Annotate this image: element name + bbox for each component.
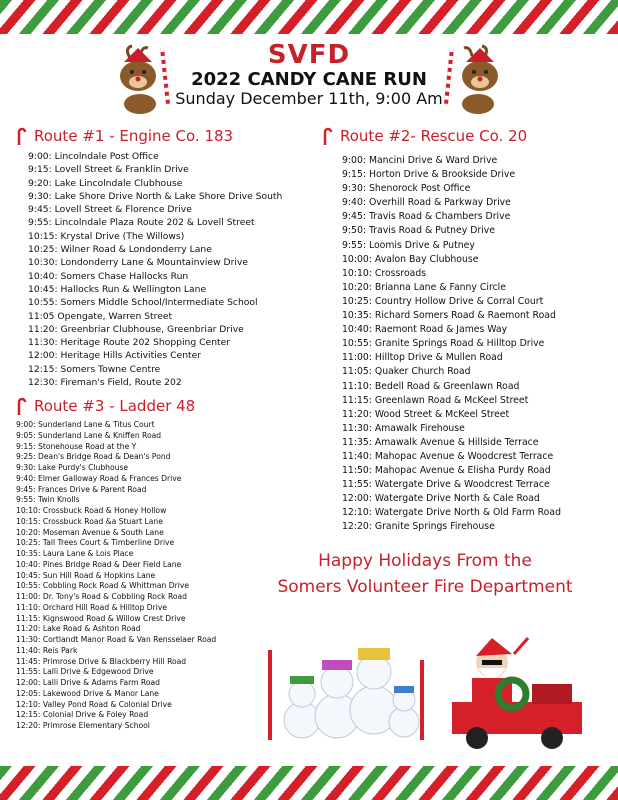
route-1-stop: 11:20: Greenbriar Clubhouse, Greenbriar Drive: [28, 323, 244, 335]
route-3-stop: 9:45: Frances Drive & Parent Road: [16, 484, 147, 494]
candy-cane-icon: [16, 396, 28, 416]
route-2-stop: 9:50: Travis Road & Putney Drive: [342, 225, 496, 237]
route-2-stop: 12:00: Watergate Drive North & Cale Road: [342, 493, 540, 505]
route-2-stop: 9:15: Horton Drive & Brookside Drive: [342, 169, 516, 181]
route-2-stop: 10:40: Raemont Road & James Way: [342, 324, 508, 336]
route-2-stop: 9:55: Loomis Drive & Putney: [342, 239, 475, 251]
route-1: [16, 126, 316, 389]
route-1-stop: 9:45: Lovell Street & Florence Drive: [28, 204, 192, 216]
route-2-stop: 11:05: Quaker Church Road: [342, 366, 471, 378]
route-3-stop: 11:30: Cortlandt Manor Road & Van Rensselaer Road: [16, 635, 217, 644]
candy-cane-icon: [16, 126, 28, 146]
route-3-stop: 9:00: Sunderland Lane & Titus Court: [16, 420, 155, 429]
route-3-stop: 9:25: Dean's Bridge Road & Dean's Pond: [16, 452, 171, 462]
route-1-stop: 10:25: Wilner Road & Londonderry Lane: [28, 244, 212, 256]
route-3-stop: 11:55: Lalli Drive & Edgewood Drive: [16, 667, 154, 677]
route-1-stop: 10:55: Somers Middle School/Intermediate School: [28, 297, 258, 309]
route-2-stop: 9:30: Shenorock Post Office: [342, 183, 471, 195]
route-2-stop: 11:30: Amawalk Firehouse: [342, 422, 465, 434]
route-2-stop: 10:00: Avalon Bay Clubhouse: [342, 253, 479, 265]
route-2-stop: 11:35: Amawalk Avenue & Hillside Terrace: [342, 436, 539, 448]
santa-firetruck-illustration: [432, 634, 592, 754]
route-2-stop: 10:25: Country Hollow Drive & Corral Court: [342, 295, 544, 307]
route-1-stop: 10:15: Krystal Drive (The Willows): [28, 230, 185, 242]
route-3-stop: 11:00: Dr. Tony's Road & Cobbling Rock Road: [16, 592, 187, 601]
snowmen-illustration: [262, 630, 432, 745]
route-2-heading: Route #2- Rescue Co. 20: [322, 126, 612, 146]
route-2-stop: 10:35: Richard Somers Road & Raemont Road: [342, 310, 556, 322]
route-3-stop: 12:20: Primrose Elementary School: [16, 721, 150, 730]
route-3-stop: 9:40: Elmer Galloway Road & Frances Drive: [16, 473, 182, 483]
event-title: 2022 CANDY CANE RUN: [191, 69, 427, 90]
bottom-stripe-border: [0, 766, 618, 800]
route-3-stop: 10:40: Pines Bridge Road & Deer Field Lane: [16, 559, 182, 569]
route-1-stop: 9:30: Lake Shore Drive North & Lake Shore Drive South: [28, 190, 283, 202]
route-3-stop: 9:05: Sunderland Lane & Kniffen Road: [16, 430, 162, 440]
header: [0, 40, 618, 108]
route-1-stop: 9:20: Lake Lincolndale Clubhouse: [28, 177, 183, 189]
route-2-stop: 11:55: Watergate Drive & Woodcrest Terrace: [342, 479, 550, 491]
route-3-stop: 10:55: Cobbling Rock Road & Whittman Drive: [16, 581, 189, 591]
route-2-stop: 10:20: Brianna Lane & Fanny Circle: [342, 281, 506, 293]
route-1-stop: 10:30: Londonderry Lane & Mountainview Drive: [28, 257, 249, 269]
route-3-stop: 10:35: Laura Lane & Lois Place: [16, 549, 134, 558]
route-3-heading: Route #3 - Ladder 48: [16, 396, 316, 416]
route-3-stop: 9:15: Stonehouse Road at the Y: [16, 441, 137, 451]
route-3-stop: 12:10: Valley Pond Road & Colonial Drive: [16, 699, 172, 709]
route-2-stop: 12:20: Granite Springs Firehouse: [342, 521, 495, 533]
route-2-stop: 12:10: Watergate Drive North & Old Farm Road: [342, 507, 561, 519]
route-3-stop: 9:30: Lake Purdy's Clubhouse: [16, 463, 129, 472]
greeting-line-2: Somers Volunteer Fire Department: [277, 577, 573, 597]
route-3-stop: 11:15: Kignswood Road & Willow Crest Drive: [16, 613, 186, 623]
route-3-stop: 10:15: Crossbuck Road &a Stuart Lane: [16, 516, 163, 526]
route-1-stop: 10:40: Somers Chase Hallocks Run: [28, 270, 189, 282]
holiday-greeting: [240, 548, 610, 600]
route-1-stop: 11:30: Heritage Route 202 Shopping Center: [28, 337, 231, 349]
route-1-stop: 12:00: Heritage Hills Activities Center: [28, 350, 202, 362]
top-stripe-border: [0, 0, 618, 34]
route-3-stop: 9:55: Twin Knolls: [16, 495, 80, 505]
route-3-stop: 11:20: Lake Road & Ashton Road: [16, 624, 141, 634]
greeting-line-1: Happy Holidays From the: [318, 551, 532, 571]
route-2-stop: 10:55: Granite Springs Road & Hilltop Drive: [342, 338, 545, 350]
route-2-stop: 11:10: Bedell Road & Greenlawn Road: [342, 380, 520, 392]
route-3-stop: 11:40: Reis Park: [16, 645, 78, 655]
route-1-stop: 9:55: Lincolndale Plaza Route 202 & Lovell Street: [28, 217, 255, 229]
route-3-stop: 12:00: Lalli Drive & Adams Farm Road: [16, 678, 160, 687]
route-3-stop: 10:45: Sun Hill Road & Hopkins Lane: [16, 570, 156, 580]
route-1-stop: 10:45: Hallocks Run & Wellington Lane: [28, 283, 207, 295]
route-3-stop: 12:05: Lakewood Drive & Manor Lane: [16, 688, 159, 698]
event-date: Sunday December 11th, 9:00 Am: [175, 89, 443, 108]
route-2-stop: 11:40: Mahopac Avenue & Woodcrest Terrace: [342, 450, 554, 462]
route-1-stops: [16, 150, 316, 389]
route-1-stop: 12:15: Somers Towne Centre: [28, 363, 161, 375]
route-2-stop: 11:50: Mahopac Avenue & Elisha Purdy Road: [342, 465, 551, 477]
route-1-stop: 9:00: Lincolndale Post Office: [28, 151, 159, 162]
route-2-stops: [322, 154, 612, 535]
org-title: SVFD: [267, 40, 351, 70]
route-2-stop: 11:00: Hilltop Drive & Mullen Road: [342, 352, 503, 364]
route-2-stop: 9:00: Mancini Drive & Ward Drive: [342, 155, 498, 166]
route-2-stop: 11:20: Wood Street & McKeel Street: [342, 408, 510, 420]
route-2-stop: 9:40: Overhill Road & Parkway Drive: [342, 197, 511, 209]
route-2-stop: 11:15: Greenlawn Road & McKeel Street: [342, 394, 529, 406]
candy-cane-icon: [322, 126, 334, 146]
route-1-stop: 9:15: Lovell Street & Franklin Drive: [28, 164, 189, 176]
route-2-stop: 9:45: Travis Road & Chambers Drive: [342, 211, 511, 223]
route-1-heading: Route #1 - Engine Co. 183: [16, 126, 316, 146]
route-3-stop: 10:25: Tall Trees Court & Timberline Drive: [16, 538, 175, 548]
route-3-stop: 10:10: Crossbuck Road & Honey Hollow: [16, 506, 167, 515]
route-1-stop: 11:05 Opengate, Warren Street: [28, 310, 173, 322]
route-1-stop: 12:30: Fireman's Field, Route 202: [28, 377, 182, 389]
route-3-stop: 10:20: Moseman Avenue & South Lane: [16, 527, 164, 537]
route-3-stop: 11:10: Orchard Hill Road & Hilltop Drive: [16, 602, 168, 612]
route-2: [322, 126, 612, 535]
route-3-stop: 12:15: Colonial Drive & Foley Road: [16, 710, 149, 720]
route-2-stop: 10:10: Crossroads: [342, 267, 427, 279]
route-3-stop: 11:45: Primrose Drive & Blackberry Hill Road: [16, 656, 187, 666]
